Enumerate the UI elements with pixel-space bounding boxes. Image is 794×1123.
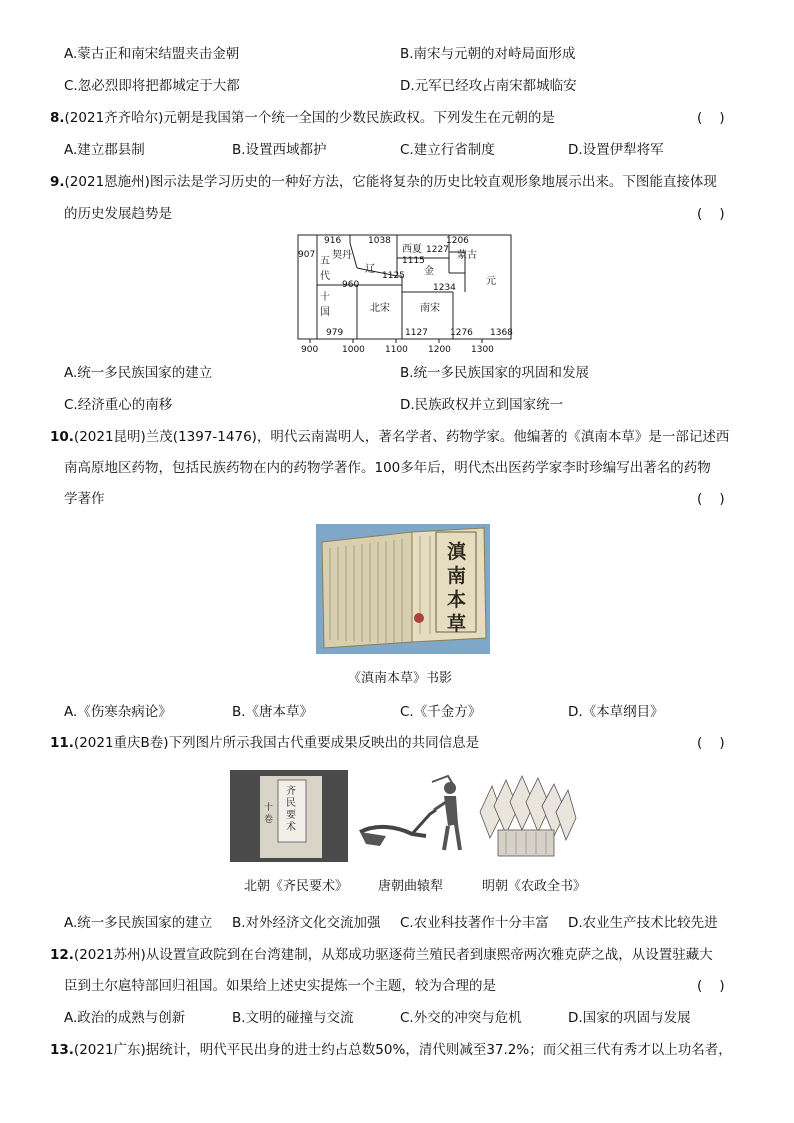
q9-option-b: B.统一多民族国家的巩固和发展	[400, 365, 590, 381]
book-title-char: 草	[447, 613, 467, 635]
regime-label-wudai-1: 五	[320, 256, 330, 267]
svg-text:卷: 卷	[264, 815, 274, 825]
question-10-stem-line1: (2021昆明)兰茂(1397-1476)，明代云南嵩明人，著名学者、药物学家。他编著的《滇南本草》是一部记述西	[73, 429, 730, 445]
q9-option-a: A.统一多民族国家的建立	[64, 365, 213, 381]
year-label: 1227	[426, 245, 449, 255]
q11-option-b: B.对外经济文化交流加强	[232, 915, 381, 931]
question-11-number: 11.	[50, 735, 74, 751]
nongzheng-quanshu-photo	[472, 772, 578, 864]
question-12-answer-paren: ( )	[697, 978, 725, 994]
question-12-stem-line1: (2021苏州)从设置宣政院到在台湾建制，从郑成功驱逐荷兰殖民者到康熙帝两次雅克萨之战，从设置驻藏大	[73, 947, 713, 963]
q11-option-c: C.农业科技著作十分丰富	[400, 915, 549, 931]
dian-nan-ben-cao-book-photo	[316, 524, 490, 654]
q7-option-b: B.南宋与元朝的对峙局面形成	[400, 46, 576, 62]
question-10	[50, 428, 729, 446]
svg-text:齐: 齐	[286, 786, 296, 797]
book-title-char: 本	[447, 589, 467, 611]
q9-option-c: C.经济重心的南移	[64, 397, 173, 413]
question-13-number: 13.	[50, 1042, 74, 1058]
regime-label-shiguo-1: 十	[320, 292, 330, 303]
regime-label: 辽	[365, 264, 375, 275]
q7-option-d: D.元军已经攻占南宋都城临安	[400, 78, 577, 94]
question-9-number: 9.	[50, 174, 65, 190]
q11-option-a: A.统一多民族国家的建立	[64, 915, 213, 931]
axis-tick-label: 1300	[471, 345, 494, 354]
qimin-yaoshu-photo	[230, 770, 348, 862]
year-label: 1125	[382, 271, 405, 281]
regime-label-wudai-2: 代	[320, 271, 330, 282]
question-10-stem-line3: 学著作	[64, 491, 105, 507]
question-13-stem-line1: (2021广东)据统计，明代平民出身的进士约占总数50%，清代则减至37.2%；而父祖三代有秀才以上功名者，	[73, 1042, 732, 1058]
q8-option-a: A.建立郡县制	[64, 142, 145, 158]
image-caption-curved-plow: 唐朝曲辕犁	[378, 879, 444, 894]
question-9-stem-line2: 的历史发展趋势是	[64, 206, 172, 222]
question-10-answer-paren: ( )	[697, 491, 725, 507]
q12-option-b: B.文明的碰撞与交流	[232, 1010, 354, 1026]
q11-option-d: D.农业生产技术比较先进	[568, 915, 718, 931]
q10-option-d: D.《本草纲目》	[568, 704, 664, 720]
image-caption-nongzheng-quanshu: 明朝《农政全书》	[482, 879, 587, 894]
year-label: 979	[326, 328, 344, 338]
question-11-answer-paren: ( )	[697, 735, 725, 751]
q8-option-d: D.设置伊犁将军	[568, 142, 664, 158]
regime-label: 金	[424, 266, 434, 277]
question-9-answer-paren: ( )	[697, 206, 725, 222]
q12-option-d: D.国家的巩固与发展	[568, 1010, 691, 1026]
svg-text:术: 术	[286, 822, 296, 833]
regime-label: 蒙古	[457, 250, 477, 261]
axis-tick-label: 1000	[342, 345, 365, 354]
q8-option-c: C.建立行省制度	[400, 142, 495, 158]
year-label: 960	[342, 280, 360, 290]
year-label: 1115	[402, 256, 425, 266]
regime-label: 契丹	[332, 250, 352, 261]
question-10-stem-line2: 南高原地区药物，包括民族药物在内的药物学著作。100多年后，明代杰出医药学家李时珍编写出著名的药物	[64, 460, 711, 476]
question-9-stem-line1: (2021恩施州)图示法是学习历史的一种好方法，它能将复杂的历史比较直观形象地展示出来。下图能直接体现	[64, 174, 717, 190]
year-label: 1127	[405, 328, 428, 338]
regime-label-shiguo-2: 国	[320, 307, 330, 318]
axis-tick-label: 1100	[385, 345, 408, 354]
axis-tick-label: 900	[301, 345, 319, 354]
question-11-stem: (2021重庆B卷)下列图片所示我国古代重要成果反映出的共同信息是	[73, 735, 480, 751]
q7-option-a: A.蒙古正和南宋结盟夹击金朝	[64, 46, 240, 62]
q12-option-c: C.外交的冲突与危机	[400, 1010, 522, 1026]
regime-label: 北宋	[370, 303, 390, 314]
q9-option-d: D.民族政权并立到国家统一	[400, 397, 564, 413]
svg-text:十: 十	[264, 803, 274, 813]
year-label: 916	[324, 236, 342, 246]
year-label: 1276	[450, 328, 473, 338]
question-10-number: 10.	[50, 429, 74, 445]
q10-option-c: C.《千金方》	[400, 704, 482, 720]
red-seal-stamp	[414, 613, 424, 623]
book-title-char: 滇	[447, 541, 467, 563]
book-photo-caption: 《滇南本草》书影	[348, 671, 453, 686]
regime-label: 南宋	[420, 303, 440, 314]
question-8-answer-paren: ( )	[697, 110, 725, 126]
curved-shaft-plow-illustration	[356, 774, 468, 856]
year-label: 1038	[368, 236, 391, 246]
year-label: 907	[298, 250, 316, 260]
question-13	[50, 1041, 732, 1059]
q12-option-a: A.政治的成熟与创新	[64, 1010, 186, 1026]
regime-timeline-diagram	[290, 228, 530, 354]
question-8-stem: (2021齐齐哈尔)元朝是我国第一个统一全国的少数民族政权。下列发生在元朝的是	[64, 110, 555, 126]
year-label: 1206	[446, 236, 469, 246]
question-12-stem-line2: 臣到土尔扈特部回归祖国。如果给上述史实提炼一个主题，较为合理的是	[64, 978, 496, 994]
question-8	[50, 109, 555, 127]
regime-label: 元	[486, 276, 496, 287]
year-label: 1234	[433, 283, 456, 293]
question-9	[50, 173, 717, 191]
q10-option-a: A.《伤寒杂病论》	[64, 704, 172, 720]
book-title-char: 南	[447, 565, 467, 587]
question-8-number: 8.	[50, 110, 65, 126]
question-12-number: 12.	[50, 947, 74, 963]
svg-text:民: 民	[286, 798, 296, 809]
regime-label: 西夏	[402, 244, 422, 255]
q8-option-b: B.设置西域都护	[232, 142, 327, 158]
axis-tick-label: 1200	[428, 345, 451, 354]
svg-text:要: 要	[286, 810, 296, 821]
q10-option-b: B.《唐本草》	[232, 704, 314, 720]
question-11	[50, 734, 479, 752]
q7-option-c: C.忽必烈即将把都城定于大都	[64, 78, 240, 94]
image-caption-qimin-yaoshu: 北朝《齐民要术》	[244, 879, 349, 894]
year-label: 1368	[490, 328, 513, 338]
question-12	[50, 946, 713, 964]
